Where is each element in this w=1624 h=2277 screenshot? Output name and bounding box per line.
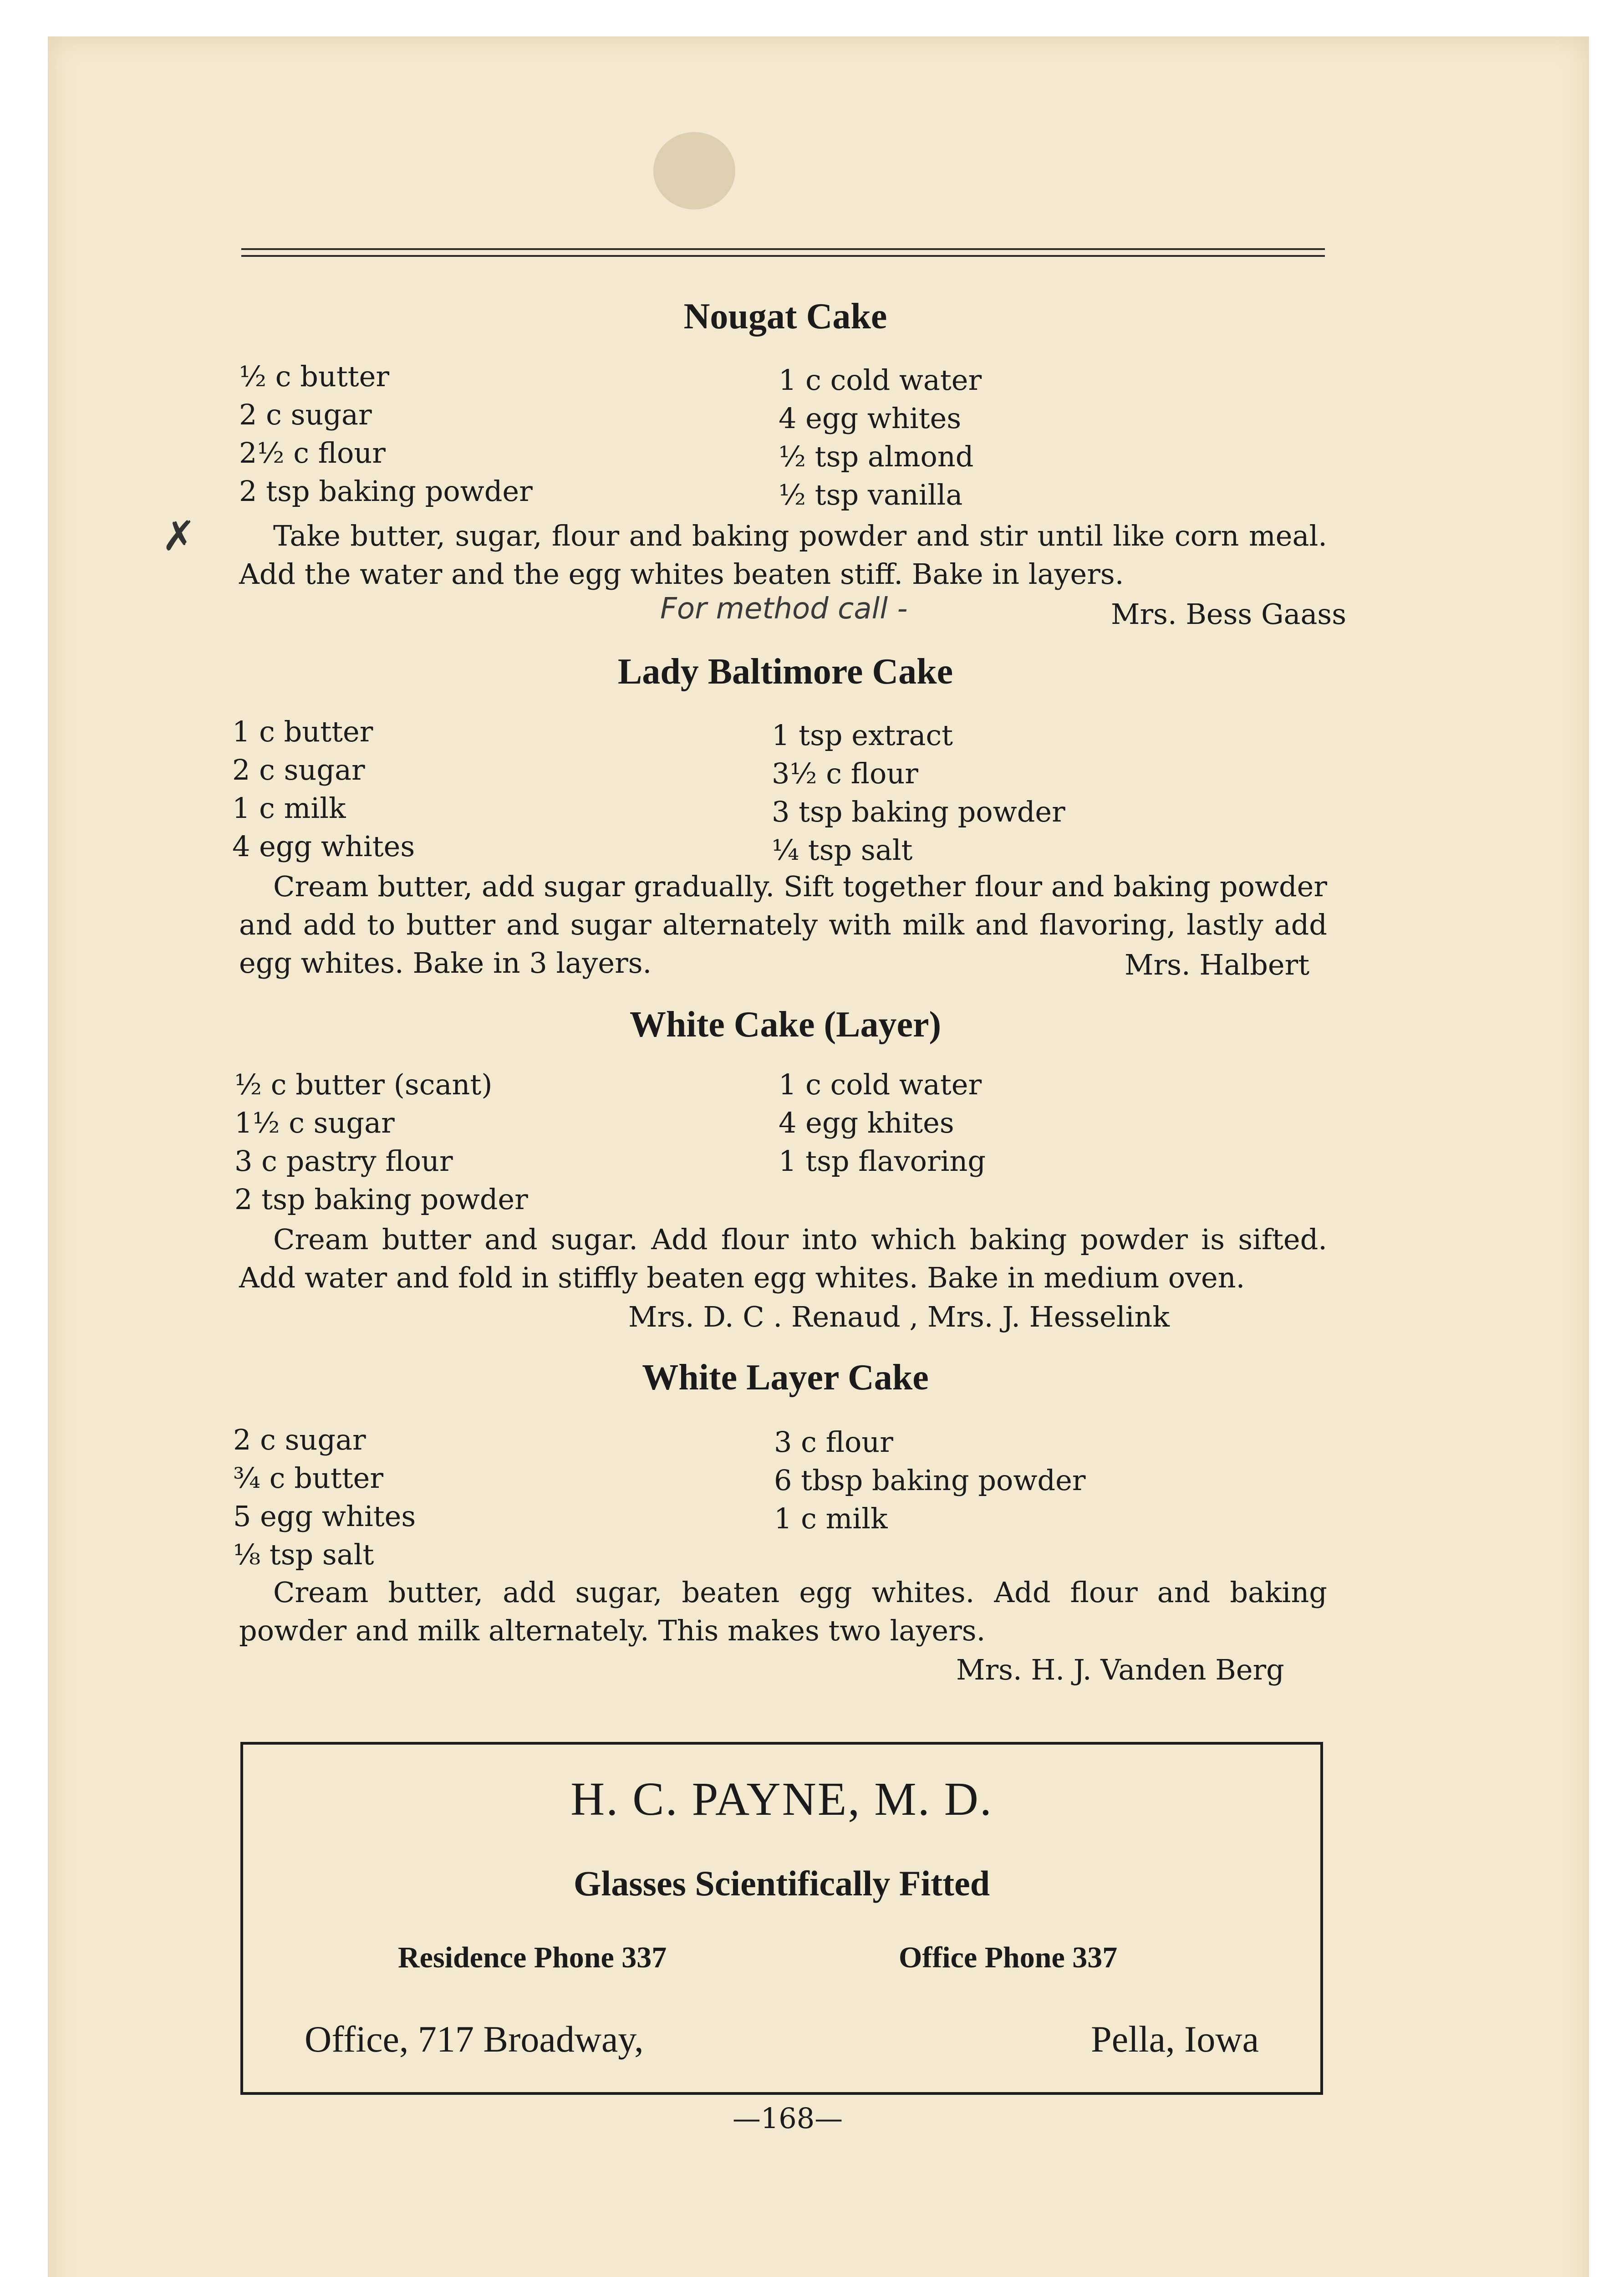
ad-tagline: Glasses Scientifically Fitted — [573, 1863, 990, 1903]
ingredient: ½ c butter (scant) — [234, 1068, 493, 1101]
recipe-attribution: Mrs. D. C . Renaud , Mrs. J. Hesselink — [628, 1300, 1170, 1333]
ingredient: 3 tsp baking powder — [772, 795, 1065, 828]
ad-office-phone: Office Phone 337 — [899, 1941, 1118, 1974]
ingredient: 1 tsp extract — [772, 719, 953, 752]
ingredient: ½ c butter — [239, 360, 390, 393]
ingredient: 6 tbsp baking powder — [774, 1464, 1086, 1497]
recipe-attribution: Mrs. H. J. Vanden Berg — [956, 1653, 1284, 1686]
ingredient: 3 c pastry flour — [234, 1144, 453, 1178]
ingredient: 3½ c flour — [772, 757, 918, 790]
ingredient: ⅛ tsp salt — [233, 1538, 374, 1571]
recipe-directions: Cream butter, add sugar, beaten egg whites. Add flour and baking powder and milk alternately. This makes two layers. — [239, 1576, 1327, 1647]
ingredient: 5 egg whites — [233, 1500, 416, 1533]
page-number: —168— — [732, 2102, 843, 2135]
margin-x-mark: ✗ — [162, 512, 196, 560]
recipe-directions: Take butter, sugar, flour and baking powder and stir until like corn meal. Add the water and the egg whites beaten stiff. Bake in layers. — [239, 519, 1327, 591]
recipe-title-nougat-cake: Nougat Cake — [683, 296, 887, 337]
ingredient: 4 egg khites — [779, 1106, 954, 1139]
ingredient: 2 c sugar — [239, 398, 372, 431]
recipe-title-lady-baltimore-cake: Lady Baltimore Cake — [617, 652, 953, 692]
ingredient: 1 c cold water — [779, 1068, 982, 1101]
ad-city: Pella, Iowa — [1091, 2018, 1259, 2060]
ingredient: 1 c milk — [232, 791, 346, 825]
recipe-directions: Cream butter and sugar. Add flour into which baking powder is sifted. Add water and fold in stiffly beaten egg whites. Bake in medium oven. — [239, 1223, 1327, 1294]
ingredient: ¼ tsp salt — [772, 833, 913, 867]
recipe-attribution: Mrs. Bess Gaass — [1111, 597, 1347, 631]
recipe-attribution: Mrs. Halbert — [1125, 948, 1310, 981]
ingredient: 1 c butter — [232, 715, 373, 748]
paper-stain — [653, 132, 735, 209]
handwritten-note: For method call - — [660, 592, 908, 626]
ingredient: 2 tsp baking powder — [234, 1183, 528, 1216]
ingredient: ½ tsp almond — [779, 440, 974, 473]
header-rule-top — [241, 248, 1325, 250]
ingredient: 1 tsp flavoring — [779, 1144, 986, 1178]
ingredient: 2 c sugar — [232, 753, 365, 786]
ad-residence-phone: Residence Phone 337 — [398, 1941, 667, 1974]
ingredient: 1 c cold water — [779, 363, 982, 397]
recipe-title-white-cake-layer: White Cake (Layer) — [629, 1005, 942, 1045]
ingredient: 4 egg whites — [779, 402, 962, 435]
ingredient: ¾ c butter — [233, 1461, 384, 1495]
ad-doctor-name: H. C. PAYNE, M. D. — [570, 1773, 993, 1825]
advertisement-box — [240, 1742, 1323, 2095]
ingredient: 2 c sugar — [233, 1423, 366, 1456]
recipe-directions: Cream butter, add sugar gradually. Sift together flour and baking powder and add to butter and sugar alternately with milk and flavoring, lastly add egg whites. Bake in 3 layers. — [239, 870, 1327, 980]
ingredient: 2½ c flour — [239, 436, 386, 470]
ad-address: Office, 717 Broadway, — [305, 2018, 644, 2060]
ingredient: 1 c milk — [774, 1502, 888, 1535]
ingredient: 4 egg whites — [232, 830, 415, 863]
recipe-title-white-layer-cake: White Layer Cake — [642, 1358, 929, 1398]
ingredient: 1½ c sugar — [234, 1106, 395, 1139]
header-rule-bottom — [241, 255, 1325, 257]
ingredient: ½ tsp vanilla — [779, 478, 963, 511]
ingredient: 2 tsp baking powder — [239, 475, 533, 508]
ingredient: 3 c flour — [774, 1425, 893, 1459]
